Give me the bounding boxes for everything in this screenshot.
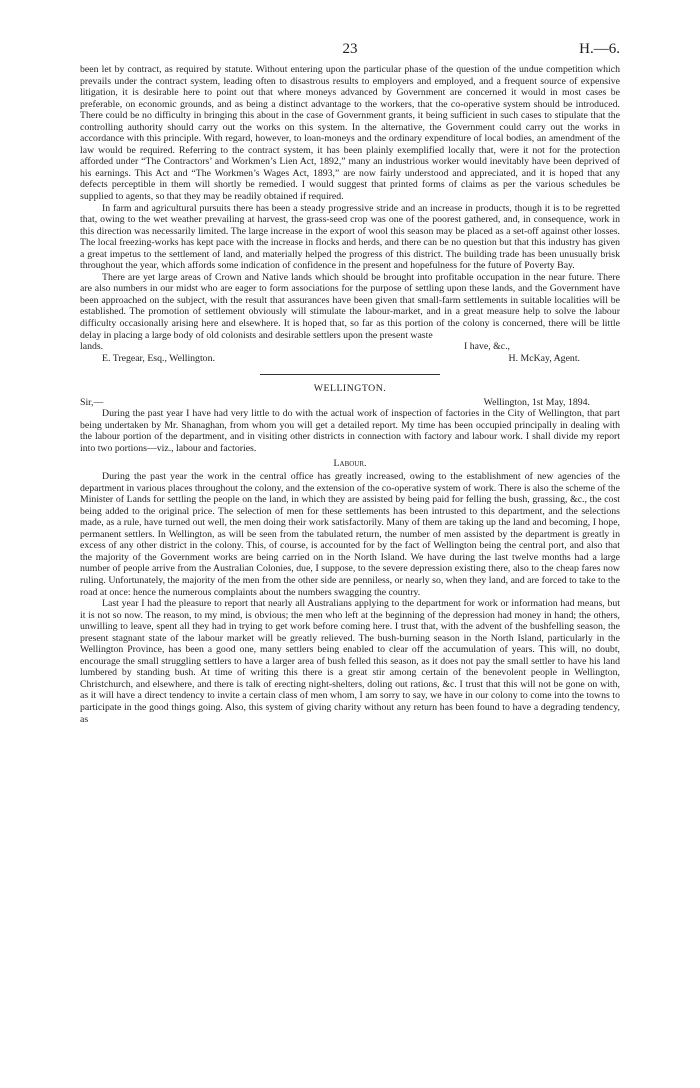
paragraph-crown-lands: There are yet large areas of Crown and Native lands which should be brought into profitable occupation in the near future. There are also numbers in our midst who are eager to form associations for the purpose of settling upon these lands, and the Government have been approached on the subject, with the result that assurances have been given that small-farm settlements in suitable localities will be established. The promotion of settlement obviously will stimulate the labour-market, and in a great measure help to solve the labour difficulty occasionally arising here and elsewhere. It is hoped that, so far as this portion of the colony is concerned, there will be little delay in placing a large body of old colonists and desirable settlers upon the present waste (80, 271, 620, 341)
dateline: Wellington, 1st May, 1894. (483, 396, 590, 408)
section-divider (260, 374, 440, 375)
signature-row (80, 353, 620, 365)
paragraph-australians: Last year I had the pleasure to report that nearly all Australians applying to the department for work or information had means, but it is not so now. The reason, to my mind, is obvious; the men who left at the beginning of the depression had money in hand; the others, unwilling to leave, spent all they had in trying to get work before coming here. I trust that, with the advent of the bushfelling season, the present stagnant state of the labour market will be greatly relieved. The bush-burning season in the North Island, particularly in the Wellington Province, has been a good one, many settlers being enabled to clear off the accumulation of years. This will, no doubt, encourage the small struggling settlers to have a larger area of bush felled this season, as it does not pay the small settler to have his land lumbered by standing bush. At time of writing this there is a great stir among certain of the benevolent people in Wellington, Christchurch, and elsewhere, and there is talk of erecting night-shelters, doling out rations, &c. I trust that this will not be gone on with, as it will have a direct tendency to invite a certain class of men whom, I am sorry to say, we have in our colony to come into the towns to participate in the good things going. Also, this system of giving charity without any return has been found to have a degrading tendency, as (80, 598, 620, 725)
addressee: E. Tregear, Esq., Wellington. (102, 352, 215, 364)
page-number: 23 (342, 41, 358, 57)
paragraph-end: lands. (80, 341, 104, 353)
section-title: WELLINGTON. (313, 383, 387, 395)
document-page (80, 40, 620, 725)
salutation: Sir,— (80, 396, 104, 408)
closing-row (80, 341, 620, 353)
subheading-labour: Labour. (333, 457, 367, 469)
paragraph-central-office: During the past year the work in the central office has greatly increased, owing to the establishment of new agencies of the department in various places throughout the colony, and the extension of the co-operative system of work. There is also the scheme of the Minister of Lands for settling the people on the land, in which they are assisted by being paid for felling the bush, grassing, &c., the cost being added to the original price. The selection of men for these settlements has been intrusted to this department, and the selections made, as a rule, have turned out well, the men doing their work satisfactorily. Many of them are taking up the land and becoming, I hope, permanent settlers. In Wellington, as will be seen from the tabulated return, the number of men assisted by the department is greatly in excess of any other district in the colony. This, of course, is accounted for by the fact of Wellington being the central port, and also that the majority of the Government works are being carried on in the North Island. We have during the last twelve months had a large number of people arrive from the Australian Colonies, due, I suppose, to the severe depression existing there, also to the cheap fares now ruling. Unfortunately, the majority of the men from the other side are penniless, or nearly so, when they land, and are forced to take to the road at once: hence the numerous complaints about the numbers swagging the country. (80, 471, 620, 598)
paragraph-farm-pursuits: In farm and agricultural pursuits there has been a steady progressive stride and an increase in products, though it is to be regretted that, owing to the wet weather prevailing at harvest, the grass-seed crop was one of the poorest gathered, and, in consequence, work in this direction was necessarily limited. The large increase in the export of wool this season may be placed as a set-off against other losses. The local freezing-works has kept pace with the increase in flocks and herds, and there can be no question but that this industry has given a great impetus to the settlement of land, and materially helped the progress of this district. The building trade has been unusually brisk throughout the year, which affords some indication of confidence in the present and hopefulness for the future of Poverty Bay. (80, 202, 620, 272)
paragraph-introduction: During the past year I have had very little to do with the actual work of inspection of factories in the City of Wellington, that part being undertaken by Mr. Shanaghan, from whom you will get a detailed report. My time has been occupied principally in dealing with the labour portion of the department, and in visiting other districts in connection with factory and labour work. I shall divide my report into two portions—viz., labour and factories. (80, 408, 620, 454)
dateline-row (80, 397, 620, 409)
page-header (80, 40, 620, 64)
document-code: H.—6. (579, 41, 620, 57)
signature: H. McKay, Agent. (508, 352, 580, 364)
paragraph-contract-system: been let by contract, as required by statute. Without entering upon the particular phase of the question of the undue competition which prevails under the contract system, leading often to disastrous results to employers and employed, and a frequent source of expensive litigation, it is desirable here to point out that where moneys advanced by Government are concerned it would in most cases be preferable, on economic grounds, and as being a distinct advantage to the workers, that the co-operative system should be introduced. There could be no difficulty in bringing this about in the case of Government grants, it being sufficient in such cases to stipulate that the controlling authority should carry out the works on this system. In the alternative, the Government could carry out the works in accordance with this principle. With regard, however, to loan-moneys and the ordinary expenditure of local bodies, an amendment of the law would be required. Referring to the contract system, it has been plainly exemplified locally that, were it not for the protection afforded under “The Contractors’ and Workmen’s Lien Act, 1892,” many an industrious worker would inevitably have been deprived of his earnings. This Act and “The Workmen’s Wages Act, 1893,” are now fairly understood and appreciated, and it is hoped that any defects perceptible in them will shortly be remedied. I would suggest that printed forms of claims as per the various schedules be supplied to agents, so that they may be readily obtained if required. (80, 64, 620, 203)
closing-formula: I have, &c., (464, 341, 510, 353)
